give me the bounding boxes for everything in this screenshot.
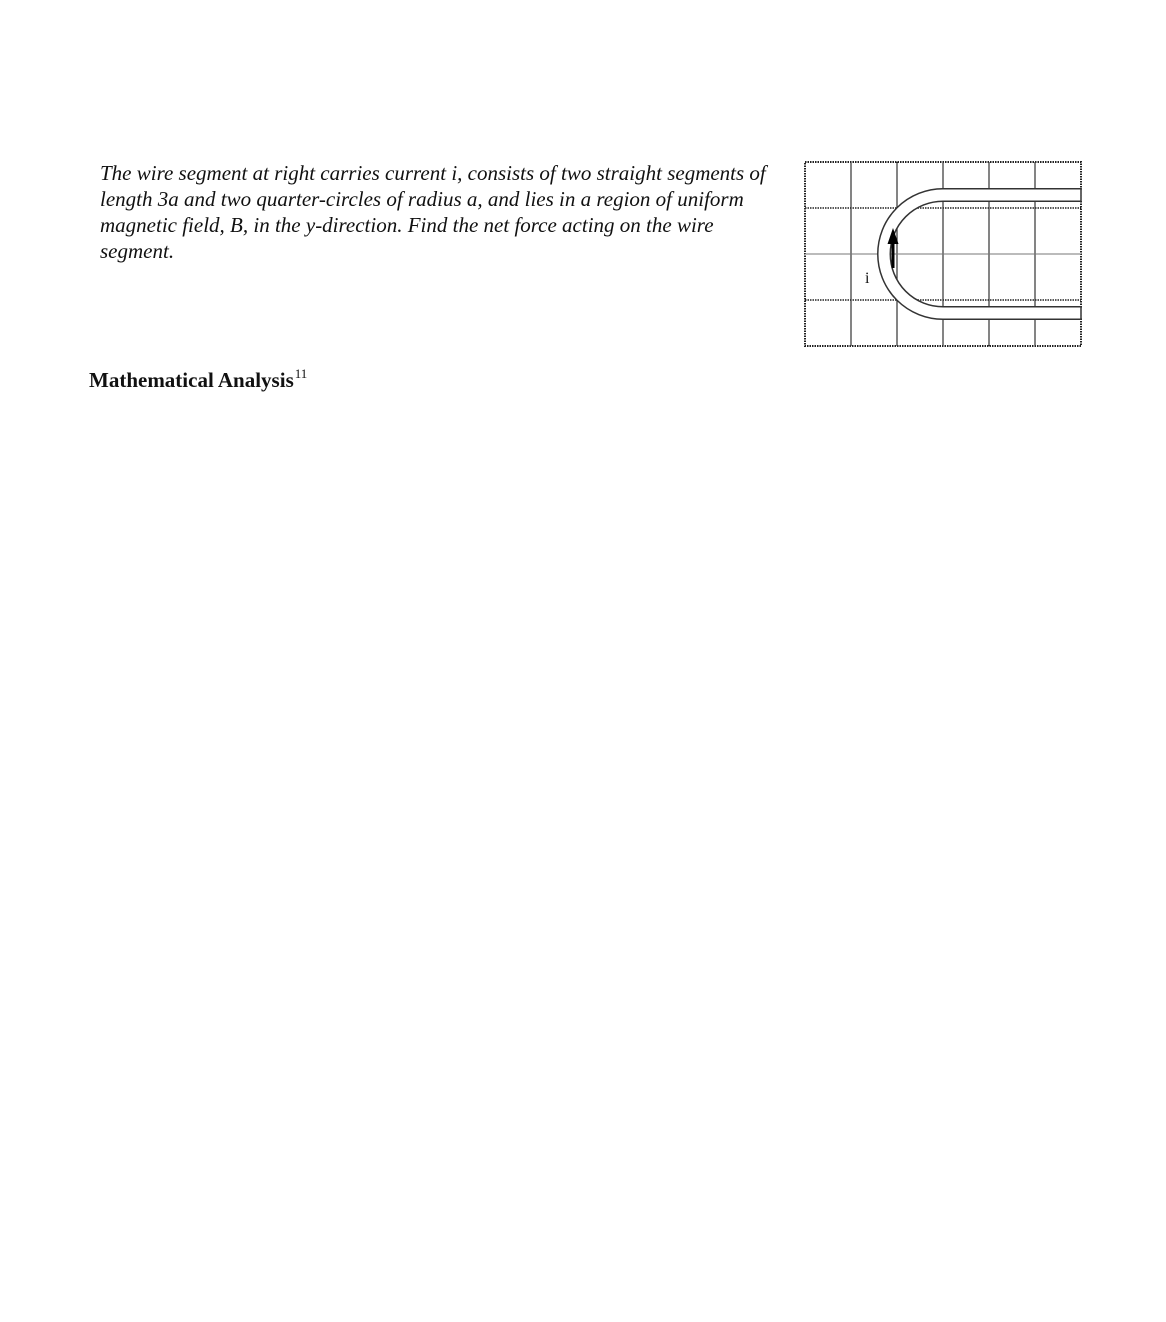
wire-segment-figure [803,160,1085,350]
section-heading-text: Mathematical Analysis [89,368,294,392]
current-label: i [865,270,870,287]
section-heading [89,366,307,394]
problem-statement: The wire segment at right carries current i, consists of two straight segments of length 3a and two quarter-circles of radius a, and lies in a region of uniform magnetic field, B, in the y-direction. Find the net force acting on the wire segment. [100,161,766,263]
footnote-mark: 11 [294,366,308,381]
